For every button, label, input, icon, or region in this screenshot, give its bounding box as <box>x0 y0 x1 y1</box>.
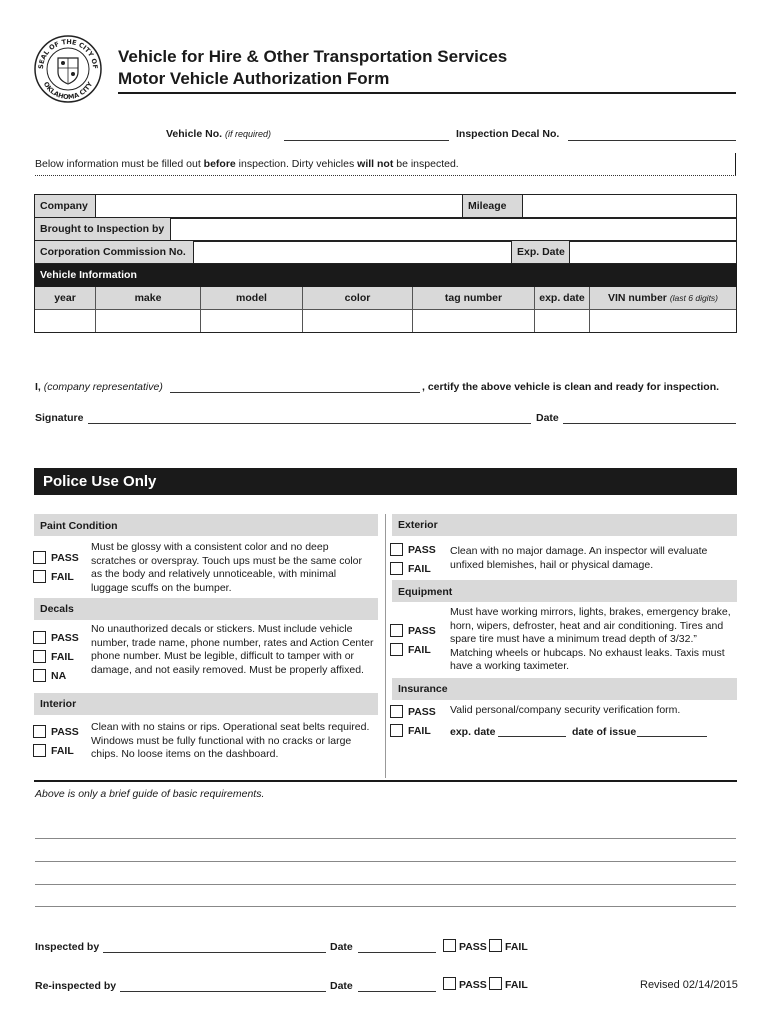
decals-na-label: NA <box>51 670 67 682</box>
interior-title: Interior <box>40 698 77 710</box>
equipment-fail-label: FAIL <box>408 644 431 656</box>
insurance-issue-date-field[interactable] <box>637 736 707 737</box>
paint-fail-checkbox[interactable] <box>33 570 46 583</box>
interior-pass-label: PASS <box>51 726 79 738</box>
inspection-decal-label: Inspection Decal No. <box>456 128 560 140</box>
interior-pass-checkbox[interactable] <box>33 725 46 738</box>
mileage-field[interactable] <box>523 195 736 217</box>
insurance-exp-date-label: exp. date <box>450 726 496 738</box>
decals-pass-checkbox[interactable] <box>33 631 46 644</box>
notes-line-4[interactable] <box>35 906 736 907</box>
insurance-fail-label: FAIL <box>408 725 431 737</box>
interior-text: Clean with no stains or rips. Operational seat belts required. Windows must be fully functional with no cracks or large chips. No loose items on the dashboard. <box>91 721 370 760</box>
col-vin: VIN number (last 6 digits) <box>607 292 719 304</box>
inspected-by-label: Inspected by <box>35 941 100 953</box>
reinspected-fail-checkbox[interactable] <box>489 977 502 990</box>
inspected-pass-checkbox[interactable] <box>443 939 456 952</box>
brought-by-field[interactable] <box>171 218 736 240</box>
notice-text: Below information must be filled out before inspection. Dirty vehicles will not be inspected. <box>35 158 459 170</box>
equipment-pass-label: PASS <box>408 625 436 637</box>
title-rule <box>118 92 736 94</box>
equipment-pass-checkbox[interactable] <box>390 624 403 637</box>
insurance-pass-checkbox[interactable] <box>390 705 403 718</box>
exp-date-field[interactable] <box>570 241 736 263</box>
decals-fail-checkbox[interactable] <box>33 650 46 663</box>
col-year: year <box>54 292 76 304</box>
decals-fail-label: FAIL <box>51 651 74 663</box>
reinspected-by-label: Re-inspected by <box>35 980 117 992</box>
insurance-title: Insurance <box>398 683 448 695</box>
company-label: Company <box>40 200 88 212</box>
revised-date: Revised 02/14/2015 <box>640 979 738 991</box>
vehicle-exp-date-input[interactable] <box>535 310 589 332</box>
interior-header-bg <box>34 693 378 715</box>
decals-title: Decals <box>40 603 74 615</box>
mileage-divider-left <box>462 195 463 217</box>
police-title: Police Use Only <box>43 473 157 490</box>
make-input[interactable] <box>96 310 200 332</box>
vin-input[interactable] <box>590 310 736 332</box>
company-rep-field[interactable] <box>170 392 420 393</box>
inspected-date-label: Date <box>330 941 353 953</box>
inspection-decal-field[interactable] <box>568 140 736 141</box>
reinspected-pass-label: PASS <box>459 979 487 991</box>
svg-text:OKLAHOMA CITY: OKLAHOMA CITY <box>41 80 95 102</box>
model-input[interactable] <box>201 310 302 332</box>
certify-statement: , certify the above vehicle is clean and ready for inspection. <box>422 381 720 393</box>
city-seal-logo <box>33 34 103 104</box>
insurance-pass-label: PASS <box>408 706 436 718</box>
vehicle-info-title: Vehicle Information <box>40 269 137 281</box>
reinspected-date-field[interactable] <box>358 991 436 992</box>
inspected-pass-label: PASS <box>459 941 487 953</box>
paint-pass-checkbox[interactable] <box>33 551 46 564</box>
equipment-text: Must have working mirrors, lights, brakes, emergency brake, horn, wipers, defroster, heat and air conditioning. Tires and spare tire must have a minimum tread depth of 3/32.” Matching wheels or hubcaps. No exhaust leaks. Taxis must have a working taximeter. <box>450 606 731 672</box>
exterior-fail-label: FAIL <box>408 563 431 575</box>
decals-na-checkbox[interactable] <box>33 669 46 682</box>
reinspected-pass-checkbox[interactable] <box>443 977 456 990</box>
mileage-label: Mileage <box>468 200 507 212</box>
exterior-pass-checkbox[interactable] <box>390 543 403 556</box>
certify-date-field[interactable] <box>563 423 736 424</box>
signature-field[interactable] <box>88 423 531 424</box>
paint-text: Must be glossy with a consistent color and no deep scratches or overspray. Touch ups must be the same color as the body and relatively unnoticeable, with minimal luggage scuffs on the bumper. <box>91 541 362 594</box>
police-bottom-rule <box>34 780 737 782</box>
insurance-fail-checkbox[interactable] <box>390 724 403 737</box>
tag-number-input[interactable] <box>413 310 534 332</box>
col-model: model <box>236 292 267 304</box>
exp-divider-left <box>511 241 512 263</box>
vehicle-no-label: Vehicle No. (if required) <box>166 128 271 140</box>
notes-line-3[interactable] <box>35 884 736 885</box>
corp-commission-field[interactable] <box>194 241 510 263</box>
year-input[interactable] <box>35 310 95 332</box>
brought-by-label: Brought to Inspection by <box>40 223 165 235</box>
notice-edge <box>735 153 736 175</box>
inspected-fail-checkbox[interactable] <box>489 939 502 952</box>
svg-text:SEAL OF THE CITY OF: SEAL OF THE CITY OF <box>36 37 100 70</box>
company-field[interactable] <box>96 195 462 217</box>
form-title: Vehicle for Hire & Other Transportation Services Motor Vehicle Authorization Form <box>118 47 508 88</box>
signature-label: Signature <box>35 412 84 424</box>
insurance-exp-date-field[interactable] <box>498 736 566 737</box>
decals-text: No unauthorized decals or stickers. Must include vehicle number, trade name, phone number, rates and Action Center phone number. Must be legible, difficult to tamper with or damage, and not easily removed. Must be properly affixed. <box>91 623 374 676</box>
decals-pass-label: PASS <box>51 632 79 644</box>
exterior-fail-checkbox[interactable] <box>390 562 403 575</box>
col-tag-number: tag number <box>444 292 503 304</box>
notice-divider <box>35 175 736 176</box>
guide-note: Above is only a brief guide of basic requirements. <box>35 788 265 800</box>
exterior-title: Exterior <box>398 519 438 531</box>
equipment-fail-checkbox[interactable] <box>390 643 403 656</box>
reinspected-date-label: Date <box>330 980 353 992</box>
paint-title: Paint Condition <box>40 520 118 532</box>
exp-date-label: Exp. Date <box>517 246 565 258</box>
column-divider <box>385 514 386 778</box>
notes-line-2[interactable] <box>35 861 736 862</box>
paint-fail-label: FAIL <box>51 571 74 583</box>
reinspected-by-field[interactable] <box>120 991 326 992</box>
insurance-text: Valid personal/company security verification form. <box>450 704 681 716</box>
interior-fail-label: FAIL <box>51 745 74 757</box>
color-input[interactable] <box>303 310 412 332</box>
notes-line-1[interactable] <box>35 838 736 839</box>
inspected-fail-label: FAIL <box>505 941 528 953</box>
certify-date-label: Date <box>536 412 559 424</box>
insurance-issue-date-label: date of issue <box>572 726 637 738</box>
col-color: color <box>344 292 371 304</box>
vehicle-info-header <box>34 264 737 287</box>
exterior-text: Clean with no major damage. An inspector will evaluate unfixed blemishes, hail or physical damage. <box>450 545 708 571</box>
corp-commission-label: Corporation Commission No. <box>40 246 186 258</box>
col-exp-date: exp. date <box>539 292 585 304</box>
col-make: make <box>134 292 162 304</box>
reinspected-fail-label: FAIL <box>505 979 528 991</box>
paint-pass-label: PASS <box>51 552 79 564</box>
exterior-pass-label: PASS <box>408 544 436 556</box>
inspected-date-field[interactable] <box>358 952 436 953</box>
decals-header-bg <box>34 598 378 620</box>
inspected-by-field[interactable] <box>103 952 326 953</box>
vehicle-no-field[interactable] <box>284 140 449 141</box>
certify-prefix: I, (company representative) <box>35 381 163 393</box>
interior-fail-checkbox[interactable] <box>33 744 46 757</box>
exterior-header-bg <box>392 514 737 536</box>
equipment-title: Equipment <box>398 586 453 598</box>
